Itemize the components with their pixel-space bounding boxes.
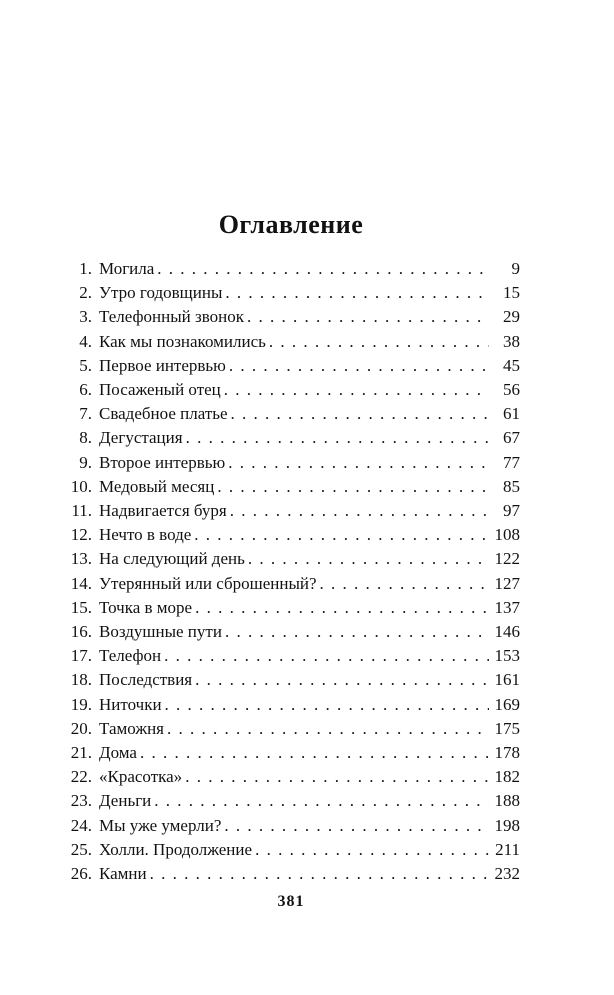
entry-number: 19. bbox=[70, 694, 92, 714]
dot-leader bbox=[150, 862, 489, 886]
entry-number: 25. bbox=[70, 839, 92, 859]
dot-leader bbox=[269, 330, 489, 354]
dot-leader bbox=[164, 644, 489, 668]
entry-number: 9. bbox=[79, 452, 92, 472]
dot-leader bbox=[154, 789, 489, 813]
toc-entry bbox=[62, 257, 520, 281]
entry-page: 146 bbox=[494, 622, 520, 642]
toc-entry bbox=[62, 305, 520, 329]
entry-page: 178 bbox=[494, 743, 520, 763]
entry-number: 16. bbox=[70, 622, 92, 642]
toc-entry bbox=[62, 547, 520, 571]
entry-number: 6. bbox=[79, 380, 92, 400]
toc-entry bbox=[62, 644, 520, 668]
dot-leader bbox=[194, 523, 489, 547]
entry-title: Посаженый отец bbox=[99, 380, 221, 400]
entry-page: 137 bbox=[494, 597, 520, 617]
entry-page: 67 bbox=[503, 428, 520, 448]
entry-title: Мы уже умерли? bbox=[99, 815, 222, 835]
entry-number: 4. bbox=[79, 331, 92, 351]
dot-leader bbox=[228, 451, 489, 475]
dot-leader bbox=[140, 741, 489, 765]
entry-title: Дегустация bbox=[99, 428, 183, 448]
dot-leader bbox=[167, 717, 489, 741]
entry-title: Деньги bbox=[99, 791, 152, 811]
toc-entry bbox=[62, 596, 520, 620]
toc-entry bbox=[62, 330, 520, 354]
toc-entry bbox=[62, 765, 520, 789]
entry-title: Телефонный звонок bbox=[99, 307, 244, 327]
entry-page: 211 bbox=[495, 839, 520, 859]
entry-title: Второе интервью bbox=[99, 452, 226, 472]
entry-title: Свадебное платье bbox=[99, 404, 228, 424]
toc-entry bbox=[62, 620, 520, 644]
toc-entry bbox=[62, 475, 520, 499]
entry-page: 29 bbox=[503, 307, 520, 327]
entry-number: 10. bbox=[70, 476, 92, 496]
entry-title: Как мы познакомились bbox=[99, 331, 266, 351]
entry-title: Надвигается буря bbox=[99, 501, 227, 521]
entry-title: Последствия bbox=[99, 670, 193, 690]
entry-title: Ниточки bbox=[99, 694, 162, 714]
toc-entry bbox=[62, 451, 520, 475]
entry-page: 122 bbox=[494, 549, 520, 569]
entry-title: Дома bbox=[99, 743, 137, 763]
dot-leader bbox=[255, 838, 489, 862]
entry-title: Телефон bbox=[99, 646, 162, 666]
entry-title: Первое интервью bbox=[99, 355, 226, 375]
entry-title: Медовый месяц bbox=[99, 476, 215, 496]
toc-entry bbox=[62, 402, 520, 426]
entry-page: 153 bbox=[494, 646, 520, 666]
entry-number: 13. bbox=[70, 549, 92, 569]
entry-number: 2. bbox=[79, 283, 92, 303]
entry-page: 56 bbox=[503, 380, 520, 400]
entry-title: Могила bbox=[99, 259, 155, 278]
dot-leader bbox=[186, 426, 489, 450]
toc-entry bbox=[62, 668, 520, 692]
entry-number: 22. bbox=[70, 767, 92, 787]
entry-number: 12. bbox=[70, 525, 92, 545]
entry-title: Таможня bbox=[99, 718, 165, 738]
entry-page: 232 bbox=[494, 864, 520, 884]
toc-entry bbox=[62, 789, 520, 813]
toc-entry bbox=[62, 281, 520, 305]
entry-page: 169 bbox=[494, 694, 520, 714]
entry-page: 61 bbox=[503, 404, 520, 424]
toc-entry bbox=[62, 572, 520, 596]
entry-number: 5. bbox=[79, 355, 92, 375]
entry-title: Воздушные пути bbox=[99, 622, 222, 642]
entry-page: 161 bbox=[494, 670, 520, 690]
entry-number: 11. bbox=[71, 501, 92, 521]
entry-page: 85 bbox=[503, 476, 520, 496]
entry-page: 15 bbox=[503, 283, 520, 303]
toc-entry bbox=[62, 862, 520, 886]
entry-page: 188 bbox=[494, 791, 520, 811]
toc-entry bbox=[62, 499, 520, 523]
entry-title: Камни bbox=[99, 864, 147, 884]
entry-number: 1. bbox=[79, 259, 92, 278]
entry-title: На следующий день bbox=[99, 549, 245, 569]
entry-number: 26. bbox=[70, 864, 92, 884]
toc-entry bbox=[62, 354, 520, 378]
entry-page: 182 bbox=[494, 767, 520, 787]
dot-leader bbox=[165, 693, 489, 717]
dot-leader bbox=[231, 402, 489, 426]
page-title: Оглавление bbox=[218, 210, 364, 239]
toc-entry bbox=[62, 838, 520, 862]
toc-entry bbox=[62, 717, 520, 741]
entry-number: 14. bbox=[70, 573, 92, 593]
entry-title: Утерянный или сброшенный? bbox=[99, 573, 317, 593]
entry-number: 15. bbox=[70, 597, 92, 617]
toc-entry bbox=[62, 523, 520, 547]
dot-leader bbox=[185, 765, 489, 789]
entry-title: Нечто в воде bbox=[99, 525, 192, 545]
page-number: 381 bbox=[277, 893, 305, 911]
toc-content bbox=[62, 0, 520, 911]
dot-leader bbox=[157, 257, 489, 281]
toc-entry bbox=[62, 693, 520, 717]
entry-page: 127 bbox=[494, 573, 520, 593]
dot-leader bbox=[195, 668, 489, 692]
entry-page: 108 bbox=[494, 525, 520, 545]
entry-page: 175 bbox=[494, 718, 520, 738]
entry-page: 77 bbox=[503, 452, 520, 472]
dot-leader bbox=[229, 354, 489, 378]
entry-page: 198 bbox=[494, 815, 520, 835]
dot-leader bbox=[224, 814, 489, 838]
entry-title: Точка в море bbox=[99, 597, 193, 617]
dot-leader bbox=[320, 572, 489, 596]
entry-number: 23. bbox=[70, 791, 92, 811]
entry-number: 17. bbox=[70, 646, 92, 666]
dot-leader bbox=[217, 475, 489, 499]
entry-page: 97 bbox=[503, 501, 520, 521]
dot-leader bbox=[230, 499, 489, 523]
dot-leader bbox=[195, 596, 489, 620]
entry-title: «Красотка» bbox=[99, 767, 183, 787]
entry-number: 3. bbox=[79, 307, 92, 327]
toc-entry bbox=[62, 378, 520, 402]
entry-number: 7. bbox=[79, 404, 92, 424]
entry-page: 9 bbox=[511, 259, 520, 278]
entry-title: Утро годовщины bbox=[99, 283, 223, 303]
dot-leader bbox=[247, 305, 489, 329]
dot-leader bbox=[248, 547, 489, 571]
entry-page: 45 bbox=[503, 355, 520, 375]
entry-page: 38 bbox=[503, 331, 520, 351]
toc-list bbox=[62, 257, 520, 886]
dot-leader bbox=[224, 378, 489, 402]
toc-entry bbox=[62, 814, 520, 838]
entry-number: 18. bbox=[70, 670, 92, 690]
entry-number: 20. bbox=[70, 718, 92, 738]
entry-title: Холли. Продолжение bbox=[99, 839, 253, 859]
dot-leader bbox=[225, 281, 489, 305]
entry-number: 24. bbox=[70, 815, 92, 835]
entry-number: 8. bbox=[79, 428, 92, 448]
entry-number: 21. bbox=[70, 743, 92, 763]
toc-entry bbox=[62, 741, 520, 765]
dot-leader bbox=[225, 620, 489, 644]
toc-entry bbox=[62, 426, 520, 450]
